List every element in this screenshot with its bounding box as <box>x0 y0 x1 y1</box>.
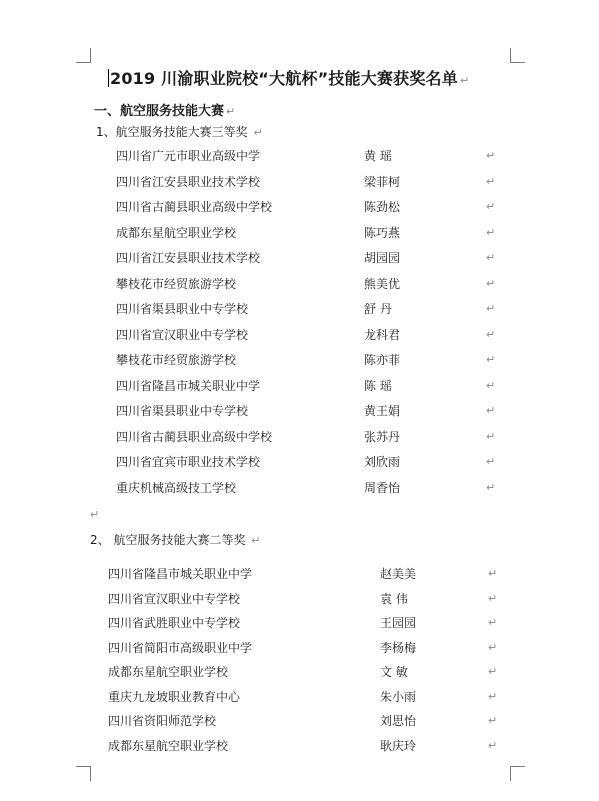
school-name: 四川省隆昌市城关职业中学 <box>116 378 261 393</box>
school-name: 四川省宜宾市职业技术学校 <box>116 455 261 469</box>
row-end-mark: ↵ <box>486 225 496 239</box>
school-name: 四川省隆昌市城关职业中学 <box>108 567 253 581</box>
row-end-mark: ↵ <box>488 714 498 727</box>
student-name: 龙科君 <box>364 327 401 342</box>
student-name: 刘思怡 <box>380 714 417 728</box>
row-end-mark: ↵ <box>486 200 496 213</box>
row-end-mark: ↵ <box>486 149 496 162</box>
paragraph-mark: ↵ <box>459 74 470 87</box>
school-name: 四川省古蔺县职业高级中学校 <box>116 429 273 444</box>
list-item <box>0 453 599 473</box>
school-name: 攀枝花市经贸旅游学校 <box>116 353 237 367</box>
row-end-mark: ↵ <box>486 378 496 392</box>
row-end-mark: ↵ <box>486 276 496 290</box>
row-end-mark: ↵ <box>486 404 496 417</box>
student-name: 刘欣雨 <box>364 455 401 469</box>
student-name: 王园园 <box>380 616 417 630</box>
school-name: 重庆九龙坡职业教育中心 <box>108 689 241 704</box>
list-item <box>0 351 599 371</box>
row-end-mark: ↵ <box>488 640 498 654</box>
row-end-mark: ↵ <box>488 689 498 703</box>
page-corner-mark <box>76 766 91 781</box>
student-name: 朱小雨 <box>380 689 417 704</box>
row-end-mark: ↵ <box>488 616 498 629</box>
row-end-mark: ↵ <box>488 738 498 752</box>
page-corner-mark <box>510 48 525 63</box>
student-name: 陈巧燕 <box>364 225 401 240</box>
school-name: 四川省渠县职业中专学校 <box>116 404 249 418</box>
list-item <box>0 663 599 683</box>
list-item <box>0 590 599 610</box>
list-item <box>0 565 599 585</box>
paragraph-mark: ↵ <box>253 126 263 139</box>
paragraph-mark: ↵ <box>226 105 236 118</box>
student-name: 周香怡 <box>364 480 401 495</box>
list-item <box>0 479 599 499</box>
student-name: 文 敏 <box>380 665 408 679</box>
student-name: 陈 瑶 <box>364 378 392 393</box>
row-end-mark: ↵ <box>486 251 496 264</box>
document-title-line[interactable] <box>108 66 469 89</box>
paragraph-mark: ↵ <box>251 534 261 547</box>
list-item <box>0 224 599 244</box>
list-item <box>0 275 599 295</box>
row-end-mark: ↵ <box>486 174 496 188</box>
school-name: 四川省武胜职业中专学校 <box>108 616 241 630</box>
student-name: 胡园园 <box>364 251 401 265</box>
row-end-mark: ↵ <box>488 567 498 580</box>
list-item <box>0 402 599 422</box>
group-heading-text: 1、航空服务技能大赛三等奖 <box>96 125 248 139</box>
text-cursor <box>108 69 109 87</box>
row-end-mark: ↵ <box>486 353 496 366</box>
school-name: 四川省广元市职业高级中学 <box>116 149 261 163</box>
group-heading-third-prize <box>96 123 263 140</box>
row-end-mark: ↵ <box>486 302 496 315</box>
school-name: 成都东星航空职业学校 <box>116 225 237 240</box>
list-item <box>0 147 599 167</box>
list-item <box>0 428 599 448</box>
paragraph-mark: ↵ <box>90 508 100 521</box>
student-name: 陈劲松 <box>364 200 401 214</box>
student-name: 李杨梅 <box>380 640 417 655</box>
list-item <box>0 614 599 634</box>
school-name: 四川省古蔺县职业高级中学校 <box>116 200 273 214</box>
row-end-mark: ↵ <box>486 480 496 494</box>
row-end-mark: ↵ <box>486 455 496 468</box>
student-name: 梁菲柯 <box>364 174 401 189</box>
school-name: 四川省江安县职业技术学校 <box>116 251 261 265</box>
student-name: 张苏丹 <box>364 429 401 444</box>
student-name: 赵美美 <box>380 567 417 581</box>
school-name: 四川省渠县职业中专学校 <box>116 302 249 316</box>
list-item <box>0 377 599 397</box>
school-name: 重庆机械高级技工学校 <box>116 480 237 495</box>
student-name: 熊美优 <box>364 276 401 291</box>
list-item <box>0 712 599 732</box>
list-item <box>0 173 599 193</box>
list-item <box>0 737 599 757</box>
student-name: 袁 伟 <box>380 591 408 606</box>
group-heading-second-prize <box>90 531 261 548</box>
student-name: 耿庆玲 <box>380 738 417 753</box>
list-item <box>0 326 599 346</box>
school-name: 四川省简阳市高级职业中学 <box>108 640 253 655</box>
school-name: 四川省资阳师范学校 <box>108 714 217 728</box>
school-name: 四川省江安县职业技术学校 <box>116 174 261 189</box>
section-heading-text: 一、航空服务技能大赛 <box>94 104 225 119</box>
school-name: 攀枝花市经贸旅游学校 <box>116 276 237 291</box>
document-title: 2019 川渝职业院校“大航杯”技能大赛获奖名单 <box>110 69 458 88</box>
section-heading <box>94 100 235 119</box>
student-name: 黄 瑶 <box>364 149 392 163</box>
list-item <box>0 300 599 320</box>
row-end-mark: ↵ <box>486 429 496 443</box>
page-corner-mark <box>510 766 525 781</box>
list-item <box>0 198 599 218</box>
row-end-mark: ↵ <box>488 665 498 678</box>
school-name: 成都东星航空职业学校 <box>108 665 229 679</box>
group-heading-text: 2、 航空服务技能大赛二等奖 <box>90 533 246 547</box>
page-corner-mark <box>76 48 91 63</box>
student-name: 舒 丹 <box>364 302 392 316</box>
list-item <box>0 249 599 269</box>
school-name: 四川省宣汉职业中专学校 <box>116 327 249 342</box>
student-name: 陈亦菲 <box>364 353 401 367</box>
school-name: 成都东星航空职业学校 <box>108 738 229 753</box>
school-name: 四川省宣汉职业中专学校 <box>108 591 241 606</box>
list-item <box>0 688 599 708</box>
row-end-mark: ↵ <box>488 591 498 605</box>
list-item <box>0 639 599 659</box>
row-end-mark: ↵ <box>486 327 496 341</box>
student-name: 黄王娟 <box>364 404 401 418</box>
